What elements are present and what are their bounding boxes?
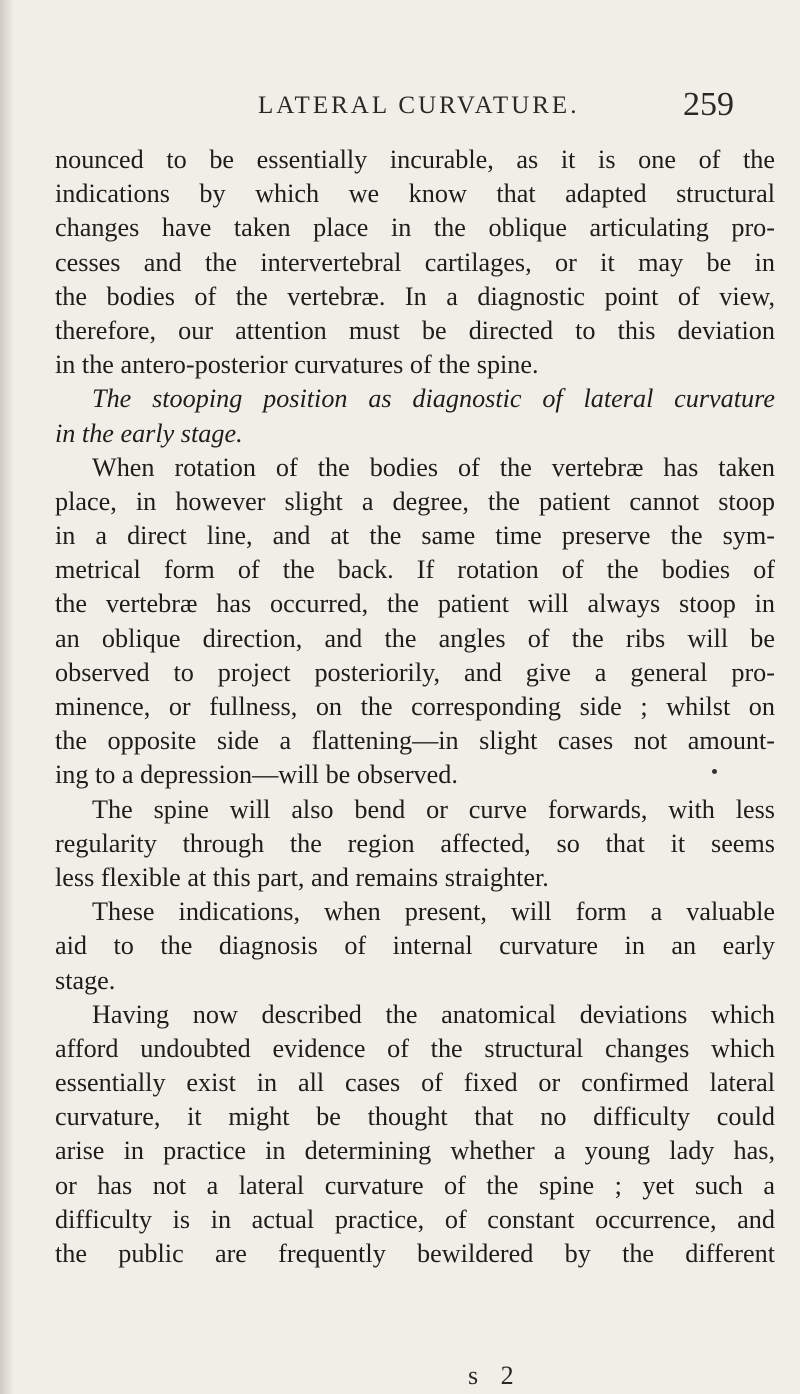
text-line: observed to project posteriorily, and give a general pro- bbox=[55, 657, 775, 687]
signature-mark: s 2 bbox=[468, 1361, 522, 1390]
text-line: in a direct line, and at the same time preserve the sym- bbox=[55, 521, 775, 551]
text-line: cesses and the intervertebral cartilages, or it may be in bbox=[55, 247, 775, 277]
text-line: therefore, our attention must be directed to this deviation bbox=[55, 315, 775, 345]
text-line: arise in practice in determining whether a young lady has, bbox=[55, 1136, 775, 1166]
text-line: afford undoubted evidence of the structural changes which bbox=[55, 1033, 775, 1063]
text-line: ing to a depression—will be observed. bbox=[55, 760, 458, 790]
page-header bbox=[0, 86, 800, 126]
text-line: These indications, when present, will form a valuable bbox=[92, 897, 775, 927]
text-line: difficulty is in actual practice, of constant occurrence, and bbox=[55, 1204, 775, 1234]
text-line: minence, or fullness, on the corresponding side ; whilst on bbox=[55, 692, 775, 721]
text-line: curvature, it might be thought that no difficulty could bbox=[55, 1102, 775, 1132]
text-line: place, in however slight a degree, the patient cannot stoop bbox=[55, 486, 775, 516]
ink-speck bbox=[712, 769, 717, 774]
text-line: an oblique direction, and the angles of the ribs will be bbox=[55, 623, 775, 653]
section-heading: The stooping position as diagnostic of lateral curvature bbox=[92, 384, 775, 414]
text-line: essentially exist in all cases of fixed or confirmed lateral bbox=[55, 1068, 775, 1098]
text-line: indications by which we know that adapted structural bbox=[55, 179, 775, 209]
text-line: regularity through the region affected, so that it seems bbox=[55, 828, 775, 858]
text-line: the public are frequently bewildered by the different bbox=[55, 1239, 775, 1268]
text-line: aid to the diagnosis of internal curvature in an early bbox=[55, 931, 775, 961]
text-line: nounced to be essentially incurable, as it is one of the bbox=[55, 145, 775, 174]
text-line: in the antero-posterior curvatures of the spine. bbox=[55, 350, 539, 380]
text-line: metrical form of the back. If rotation of the bodies of bbox=[55, 555, 775, 585]
text-line: the vertebræ has occurred, the patient will always stoop in bbox=[55, 589, 775, 619]
text-line: The spine will also bend or curve forwards, with less bbox=[92, 794, 775, 824]
page-number: 259 bbox=[683, 86, 734, 123]
text-line: changes have taken place in the oblique articulating pro- bbox=[55, 213, 775, 243]
text-line: When rotation of the bodies of the vertebræ has taken bbox=[92, 452, 775, 482]
text-line: the bodies of the vertebræ. In a diagnostic point of view, bbox=[55, 281, 775, 311]
section-heading-continued: in the early stage. bbox=[55, 418, 243, 448]
text-line: the opposite side a flattening—in slight cases not amount- bbox=[55, 726, 775, 756]
body-text bbox=[55, 143, 775, 1271]
text-line: or has not a lateral curvature of the spine ; yet such a bbox=[55, 1170, 775, 1200]
page-edge-shadow bbox=[0, 0, 14, 1394]
text-line: less flexible at this part, and remains straighter. bbox=[55, 862, 549, 892]
text-line: stage. bbox=[55, 965, 116, 995]
text-line: Having now described the anatomical deviations which bbox=[92, 999, 775, 1029]
running-head: LATERAL CURVATURE. bbox=[258, 92, 580, 119]
